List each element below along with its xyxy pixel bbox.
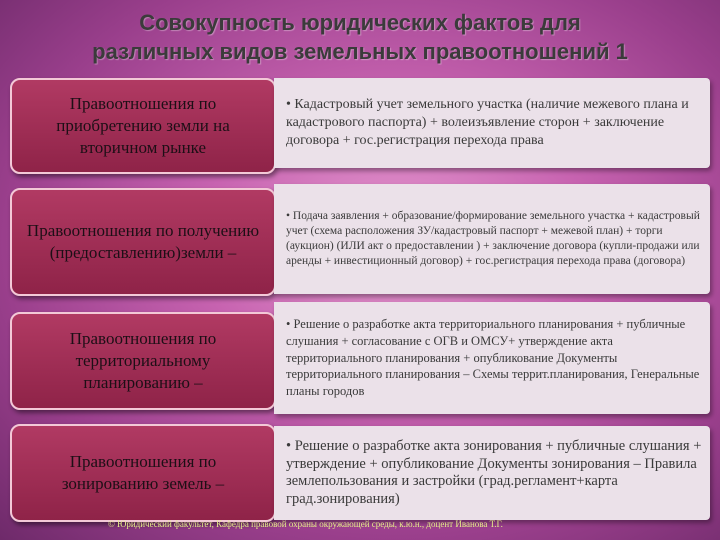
left-box-label: Правоотношения по приобретению земли на вторичном рынке — [56, 94, 230, 157]
right-box-text: • Решение о разработке акта зонирования + публичные слушания + утверждение + опубликование Документы зонирования – Правила землепользования и застройки (град.регламент+карта град.зонирования) — [286, 438, 702, 507]
right-box-text: • Подача заявления + образование/формирование земельного участка + кадастровый учет (схема расположения ЗУ/кадастровый паспорт + межевой план) + торги (аукцион) (ИЛИ акт о предоставлении ) + заключение договора (купли-продажи или аренды + инвестиционный договор) + гос.регистрация перехода права (договора) — [286, 210, 700, 267]
right-box-secondary-market — [274, 78, 710, 168]
title-line-2: различных видов земельных правоотношений 1 — [92, 39, 628, 64]
left-box-zoning — [10, 424, 276, 522]
right-box-zoning — [274, 426, 710, 520]
right-box-text: • Кадастровый учет земельного участка (наличие межевого плана и кадастрового паспорта) + волеизъявление сторон + заключение договора + гос.регистрация перехода права — [286, 97, 689, 148]
right-box-land-provision — [274, 184, 710, 294]
slide-title — [0, 8, 720, 66]
title-line-1: Совокупность юридических фактов для — [139, 10, 581, 35]
left-box-label: Правоотношения по зонированию земель – — [61, 452, 225, 493]
left-box-label: Правоотношения по территориальному планированию – — [69, 329, 217, 392]
left-box-label: Правоотношения по получению (предоставлению)земли – — [26, 221, 260, 262]
left-box-territorial-planning — [10, 312, 276, 410]
right-box-text: • Решение о разработке акта территориального планирования + публичные слушания + согласование с ОГВ и ОМСУ+ утверждение акта территориального планирования + опубликование Документы территориального планирования – Схемы террит.планирования, Генеральные планы городов — [286, 317, 700, 399]
footer-credit: © Юридический факультет, Кафедра правовой охраны окружающей среды, к.ю.н., доцент Иванова Т.Г. — [108, 519, 503, 529]
right-box-territorial-planning — [274, 302, 710, 414]
left-box-land-provision — [10, 188, 276, 296]
left-box-secondary-market — [10, 78, 276, 174]
